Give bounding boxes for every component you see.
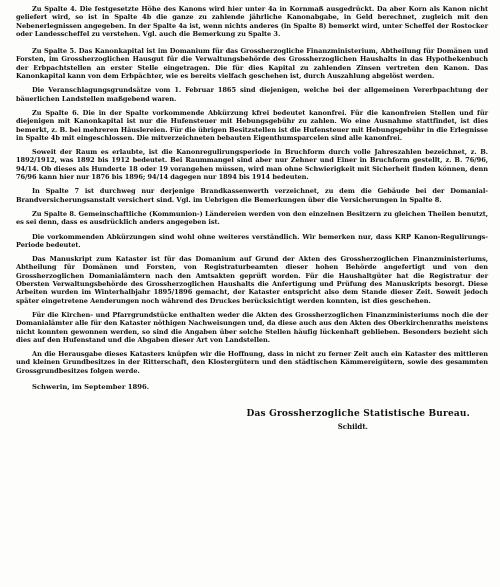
paragraph-spalte-7: In Spalte 7 ist durchweg nur derjenige Brandkassenwerth verzeichnet, zu dem die Gebäude bei der Domanial-Brandversicherungsanstalt versichert sind. Vgl. im Uebrigen die Bemerkungen über die Versicherungen in Spalte 8. bbox=[16, 187, 488, 204]
signature-name: Schildt. bbox=[337, 421, 368, 431]
paragraph-veranschlagung: Die Veranschlagungsgrundsätze vom 1. Februar 1865 sind diejenigen, welche bei der allgemeinen Vererbpachtung der bäuerlichen Landstellen maßgebend waren. bbox=[16, 86, 488, 103]
paragraph-spalte-5: Zu Spalte 5. Das Kanonkapital ist im Domanium für das Grossherzogliche Finanzministerium, Abtheilung für Domänen und Forsten, im Grossherzoglichen Hausgut für die Verwaltungsbehörde des Grossherzoglichen Haushalts in das Hypothekenbuch der Erbpachtstellen an erster Stelle eingetragen. Die für dies Kapital zu zahlenden Zinsen vertreten den Kanon. Das Kanonkapital kann von dem Erbpächter, wie es bereits vielfach geschehen ist, durch Auszahlung abgelöst werden. bbox=[16, 47, 488, 81]
paragraph-manuskript: Das Manuskript zum Kataster ist für das Domanium auf Grund der Akten des Grossherzoglichen Finanzministeriums, Abtheilung für Domänen und Forsten, von Registraturbeamten dieser hohen Behörde angefertigt und von den Grossherzoglichen Domanialämtern nach den Amtsakten geprüft worden. Für die Haushaltgüter hat die Registratur der Obersten Verwaltungsbehörde des Grossherzoglichen Haushalts die Anfertigung und Prüfung des Manuskripts besorgt. Diese Arbeiten wurden im Winterhalbjahr 1895/1896 gemacht, der Kataster entspricht also dem Stande dieser Zeit. Soweit jedoch später eingetretene Aenderungen noch während des Druckes berücksichtigt werden konnten, ist dies geschehen. bbox=[16, 255, 488, 305]
paragraph-abkuerzungen: Die vorkommenden Abkürzungen sind wohl ohne weiteres verständlich. Wir bemerken nur, dass KRP Kanon-Regulirungs-Periode bedeutet. bbox=[16, 232, 488, 249]
signature-place-date: Schwerin, im September 1896. bbox=[32, 382, 150, 391]
paragraph-spalte-4: Zu Spalte 4. Die festgesetzte Höhe des Kanons wird hier unter 4a in Kornmaß ausgedrückt. Da aber Korn als Kanon nicht geliefert wird, so ist in Spalte 4b die ganze zu zahlende jährliche Kanonabgabe, in Geld berechnet, zugleich mit den Nebenerlegnissen angegeben. In der Spalte 4a ist, wenn nichts anderes (in Spalte 8) bemerkt wird, unter Scheffel der Rostocker oder Landesscheffel zu verstehen. Vgl. auch die Bemerkung zu Spalte 3. bbox=[16, 5, 488, 38]
signature-organization: Das Grossherzogliche Statistische Bureau. bbox=[246, 408, 470, 419]
paragraph-hoffnung: An die Herausgabe dieses Katasters knüpfen wir die Hoffnung, dass in nicht zu ferner Zeit auch ein Kataster des mittleren und kleinen Grundbesitzes in der Ritterschaft, den Klostergütern und den städtischen Kämmereigütern, sowie des gesammten Grossgrundbesitzes folgen werde. bbox=[16, 350, 488, 375]
paragraph-spalte-8: Zu Spalte 8. Gemeinschaftliche (Kommunion-) Ländereien werden von den einzelnen Besitzern zu gleichen Theilen benutzt, es sei denn, dass es ausdrücklich anders angegeben ist. bbox=[16, 209, 488, 227]
paragraph-regulirungsperiode: Soweit der Raum es erlaubte, ist die Kanonregulirungsperiode in Bruchform durch volle Jahreszahlen bezeichnet, z. B. 1892/1912, was 1892 bis 1912 bedeutet. Bei Raummangel sind aber nur Zehner und Einer in Bruchform gestellt, z. B. 76/96, 94/14. Ob dieses als Hunderte 18 oder 19 vorangehen müssen, wird man ohne Schwierigkeit mit Sicherheit finden können, denn 76/96 kann hier nur 1876 bis 1896; 94/14 dagegen nur 1894 bis 1914 bedeuten. bbox=[16, 148, 488, 182]
paragraph-kirchen: Für die Kirchen- und Pfarrgrundstücke enthalten weder die Akten des Grossherzoglichen Finanzministeriums noch die der Domanialämter alle für den Kataster nöthigen Nachweisungen und, da diese auch aus den Akten des Oberkirchenraths meistens nicht konnten gewonnen werden, so sind die Angaben über solche Stellen häufig lückenhaft geblieben. Besonders bezieht sich dies auf den Hufenstand und die Abgaben dieser Art von Landstellen. bbox=[16, 310, 488, 344]
paragraph-spalte-6: Zu Spalte 6. Die in der Spalte vorkommende Abkürzung kfrei bedeutet kanonfrei. Für die kanonfreien Stellen und für diejenigen mit Kanonkapital ist nur die Hufensteuer mit Hebungsgebühr zu zahlen. Wo eine Ausnahme stattfindet, ist dies bemerkt, z. B. bei mehreren Häuslereien. Für die übrigen Besitzstellen ist die Hufensteuer mit Hebungsgebühr in die Erlegnisse in Spalte 4b mit eingeschlossen. Die mitverzeichneten bebauten Eigenthumsparcelen sind alle kanonfrei. bbox=[16, 108, 488, 142]
